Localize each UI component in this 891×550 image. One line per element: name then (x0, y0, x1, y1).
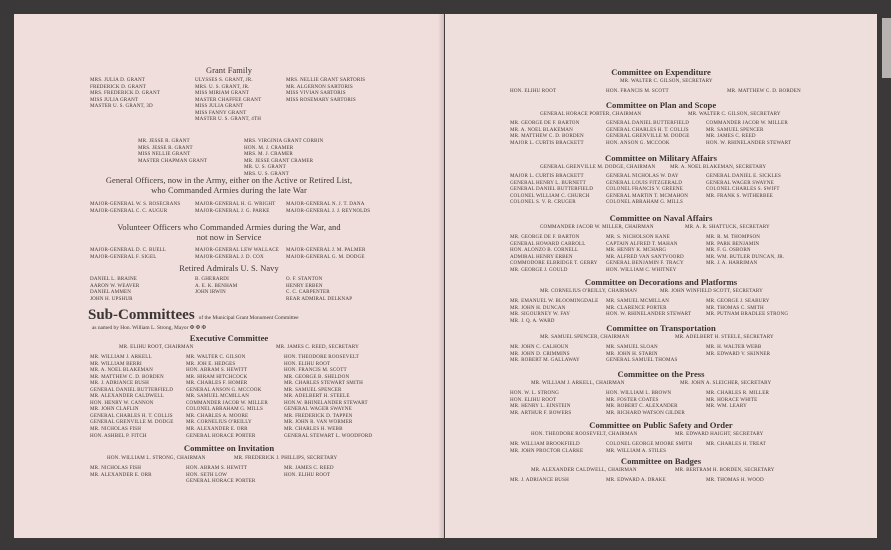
expenditure-col3 (727, 88, 801, 95)
member-name: MISS JULIA GRANT (90, 96, 139, 103)
executive-secretary: MR. JAMES C. REED, SECRETARY (276, 344, 359, 350)
member-name: GENERAL LOUIS FITZGERALD (606, 179, 683, 186)
member-name: HON. ELIHU ROOT (510, 396, 557, 403)
press-col3 (706, 390, 769, 410)
plan-chair: GENERAL HORACE PORTER, CHAIRMAN (540, 111, 642, 117)
expenditure-secretary: MR. WALTER C. GILSON, SECRETARY (620, 78, 713, 84)
member-name: GENERAL GRENVILLE M. DODGE (90, 419, 174, 426)
plan-col1 (510, 120, 584, 146)
member-name: HON. M. J. CRAMER (244, 144, 294, 151)
member-name: GENERAL STEWART L. WOODFORD (284, 432, 373, 439)
member-name: HON. ELIHU ROOT (284, 471, 331, 478)
member-name: MR. EDWARD A. DRAKE (606, 477, 666, 483)
member-name: MR. ARTHUR F. BOWERS (510, 409, 572, 416)
member-name: MR. CORNELIUS O'REILLY (186, 419, 252, 426)
member-name: MR. GEORGE J. SEABURY (706, 298, 770, 304)
member-name: MR. WILLIAM BERRI (90, 360, 142, 367)
member-name: MAJOR-GENERAL LEW WALLACE (195, 247, 280, 253)
badges-secretary: MR. BERTRAM H. BORDEN, SECRETARY (675, 467, 775, 473)
member-name: AARON W. WEAVER (90, 282, 140, 289)
decorations-section (445, 277, 877, 287)
member-name: MR. RICHARD WATSON GILDER (606, 409, 685, 416)
transportation-col2 (606, 344, 677, 364)
member-name: MAJOR-GENERAL J. M. PALMER (286, 247, 366, 253)
member-name: MR. SAMUEL MCMILLAN (606, 298, 670, 304)
decorations-col2 (606, 298, 691, 318)
member-name: FREDERICK D. GRANT (90, 83, 147, 90)
member-name: JOHN H. UPSHUR (90, 295, 133, 302)
member-name: MR. ALEXANDER CALDWELL (90, 393, 164, 400)
member-name: COLONEL CHARLES S. SWIFT (706, 186, 780, 193)
grant-family-col1 (90, 77, 160, 110)
volunteers-heading-line1: Volunteer Officers who Commanded Armies during the War, and (117, 223, 341, 232)
admirals-col2 (195, 276, 237, 296)
member-name: MR. MATTHEW C. D. BORDEN (510, 133, 584, 140)
press-secretary: MR. JOHN A. SLEICHER, SECRETARY (680, 380, 772, 386)
member-name: GENERAL DANIEL BUTTERFIELD (510, 186, 594, 193)
member-name: MR. HENRY L. EINSTEIN (510, 403, 571, 410)
member-name: MR. GEORGE J. GOULD (510, 266, 568, 273)
member-name: HON. FRANCIS M. SCOTT (606, 88, 669, 94)
plan-col3 (706, 120, 791, 146)
member-name: MRS. FREDERICK D. GRANT (90, 90, 161, 97)
executive-col2 (186, 354, 268, 439)
member-name: MISS VIVIAN SARTORIS (286, 90, 346, 97)
safety-col3 (706, 441, 766, 448)
member-name: MR. CHARLES A. MOORE (186, 412, 249, 419)
grant-family-col3 (286, 77, 365, 103)
member-name: MR. JOH E. HEDGES (186, 360, 236, 367)
member-name: COLONEL S. V. R. CRUGER (510, 199, 576, 206)
badges-heading: Committee on Badges (620, 456, 702, 466)
member-name: JOHN IRWIN (195, 289, 226, 296)
grant-family-section (14, 66, 444, 75)
member-name: C. C. CARPENTER (286, 289, 330, 296)
member-name: MR. FRANK S. WITHERBEE (706, 192, 774, 199)
member-name: DANIEL L. BRAINE (90, 276, 138, 282)
member-name: MRS. JESSE R. GRANT (138, 144, 193, 151)
member-name: MR. ROBERT M. GALLAWAY (510, 357, 580, 364)
expenditure-heading: Committee on Expenditure (611, 67, 711, 77)
member-name: GENERAL BENJAMIN F. TRACY (606, 260, 684, 267)
naval-section (445, 213, 877, 223)
member-name: O. F. STANTON (286, 276, 323, 282)
member-name: COLONEL WILLIAM C. CHURCH (510, 192, 590, 199)
member-name: COLONEL GEORGE MOORE SMITH (606, 441, 693, 447)
press-col2 (606, 390, 685, 416)
member-name: MR. U. S. GRANT (244, 164, 286, 171)
safety-col1 (510, 441, 583, 454)
admirals-heading: Retired Admirals U. S. Navy (179, 264, 279, 273)
plan-section (445, 100, 877, 110)
member-name: MRS. JULIA D. GRANT (90, 77, 146, 83)
member-name: MR. THOMAS H. WOOD (706, 477, 764, 483)
member-name: MRS. VIRGINIA GRANT CORBIN (244, 138, 324, 144)
invitation-section (14, 443, 444, 453)
executive-section (14, 333, 444, 343)
member-name: GENERAL DANIEL BUTTERFIELD (606, 120, 690, 126)
member-name: MR. A. NOEL BLAKEMAN (90, 367, 153, 374)
member-name: MR. WALTER C. GILSON (186, 354, 246, 360)
member-name: MAJOR-GENERAL J. J. REYNOLDS (286, 207, 371, 214)
generals-col1 (90, 201, 180, 214)
decorations-col3 (706, 298, 788, 318)
member-name: MISS ROSEMARY SARTORIS (286, 96, 356, 103)
member-name: MASTER U. S. GRANT, 4TH (195, 116, 262, 123)
member-name: HON. HENRY W. CANNON (90, 399, 154, 406)
member-name: HON. ASHBEL P. FITCH (90, 432, 147, 439)
member-name: MR. FOSTER COATES (606, 396, 659, 403)
member-name: MASTER U. S. GRANT, 3D (90, 103, 153, 110)
plan-heading: Committee on Plan and Scope (605, 100, 717, 110)
military-section (445, 153, 877, 163)
generals-col2 (195, 201, 275, 214)
admirals-col3 (286, 276, 352, 302)
safety-secretary: MR. EDWARD HAIGHT, SECRETARY (675, 431, 764, 437)
volunteers-heading-line2: not now in Service (196, 233, 262, 242)
safety-col2 (606, 441, 692, 454)
naval-col2 (606, 234, 684, 273)
member-name: MR. JAMES C. REED (706, 133, 756, 140)
member-name: MR. JOHN R. VAN WORMER (284, 419, 353, 426)
member-name: MR. MATTHEW C. D. BORDEN (727, 88, 801, 94)
grant-family-col4 (138, 138, 207, 164)
member-name: MR. SAMUEL MCMILLAN (186, 393, 250, 400)
member-name: MR. JOHN C. CALHOUN (510, 344, 569, 350)
member-name: MR. WM. BUTLER DUNCAN, JR. (706, 253, 785, 260)
member-name: MR. HENRY K. MCHARG (606, 247, 667, 254)
member-name: ADMIRAL HENRY ERBEN (510, 253, 573, 260)
member-name: MISS JULIA GRANT (195, 103, 244, 110)
invitation-col2 (186, 465, 255, 485)
member-name: GENERAL SAMUEL THOMAS (606, 357, 678, 364)
member-name: GENERAL CHARLES H. T. COLLIS (606, 126, 689, 133)
invitation-col1 (90, 465, 152, 478)
member-name: GENERAL WAGER SWAYNE (706, 179, 774, 186)
member-name: MISS MIRIAM GRANT (195, 90, 250, 97)
member-name: MR. J. Q. A. WARD (510, 317, 555, 324)
member-name: MAJOR-GENERAL J. G. PARKE (195, 207, 270, 214)
member-name: GENERAL HOWARD CARROLL (510, 240, 586, 247)
member-name: DANIEL AMMEN (90, 289, 132, 296)
member-name: HON. ELIHU ROOT (284, 360, 331, 367)
naval-col3 (706, 234, 784, 267)
member-name: MR. GEORGE B. SHELDON (284, 373, 350, 380)
subcommittees-mayor-text: as named by Hon. William L. Strong, Mayor (92, 325, 189, 331)
member-name: COMMANDER JACOB W. MILLER (186, 399, 268, 406)
member-name: MR. F. G. OSBORN (706, 247, 751, 254)
member-name: MISS NELLIE GRANT (138, 151, 191, 158)
member-name: GENERAL ANSON G. MCCOOK (186, 386, 262, 393)
decorations-col1 (510, 298, 598, 324)
member-name: HON. THEODORE ROOSEVELT (284, 354, 359, 360)
member-name: MR. J. A. HARRIMAN (706, 260, 758, 267)
volunteers-col3 (286, 247, 366, 260)
member-name: MR. JESSE R. GRANT (138, 138, 190, 144)
member-name: MR. HIRAM HITCHCOCK (186, 373, 248, 380)
member-name: HON. ALONZO B. CORNELL (510, 247, 579, 254)
decorations-chair: MR. CORNELIUS O'REILLY, CHAIRMAN (540, 288, 637, 294)
member-name: HON. WILLIAM L. BROWN (606, 390, 672, 396)
subcommittees-mayor-line (88, 325, 299, 331)
right-page (445, 14, 877, 538)
decorations-heading: Committee on Decorations and Platforms (584, 277, 738, 287)
member-name: REAR ADMIRAL DELKNAP (286, 295, 353, 302)
military-chair: GENERAL GRENVILLE M. DODGE, CHAIRMAN (540, 164, 656, 170)
member-name: MR. SIGOURNEY W. FAY (510, 311, 571, 318)
member-name: HON. W. RHINELANDER STEWART (606, 311, 692, 318)
member-name: MR. NICHOLAS FISH (90, 426, 142, 433)
transportation-col1 (510, 344, 580, 364)
member-name: MR. H. WALTER WEBB (706, 344, 762, 350)
member-name: MR. EMANUEL W. BLOOMINGDALE (510, 298, 599, 304)
admirals-section (14, 264, 444, 273)
member-name: MR. GEORGE DE F. BARTON (510, 120, 580, 126)
military-col1 (510, 173, 593, 206)
member-name: MAJOR-GENERAL G. M. DODGE (286, 253, 365, 260)
member-name: GENERAL CHARLES H. T. COLLIS (90, 412, 173, 419)
member-name: GENERAL NICHOLAS W. DAY (606, 173, 679, 179)
member-name: MAJOR-GENERAL H. G. WRIGHT (195, 201, 276, 207)
member-name: HON. ABRAM S. HEWITT (186, 465, 248, 471)
safety-section (445, 420, 877, 430)
member-name: MR. JESSE GRANT CRAMER (244, 157, 314, 164)
transportation-chair: MR. SAMUEL SPENCER, CHAIRMAN (540, 334, 630, 340)
generals-heading-line2: who Commanded Armies during the late War (151, 186, 307, 195)
badges-chair: MR. ALEXANDER CALDWELL, CHAIRMAN (531, 467, 637, 473)
member-name: MR. CLARENCE PORTER (606, 304, 667, 311)
subcommittees-title: Sub-Committees (88, 307, 195, 323)
member-name: MAJOR-GENERAL N. J. T. DANA (286, 201, 365, 207)
member-name: COLONEL ABRAHAM G. MILLS (186, 406, 263, 413)
member-name: COMMANDER JACOB W. MILLER (706, 120, 788, 126)
invitation-col3 (284, 465, 334, 478)
press-chair: MR. WILLIAM J. ARKELL, CHAIRMAN (531, 380, 625, 386)
member-name: COMMODORE ELBRIDGE T. GERRY (510, 260, 598, 267)
expenditure-col2 (606, 88, 669, 95)
member-name: MRS. M. J. CRAMER (244, 151, 293, 158)
member-name: HON. SETH LOW (186, 471, 228, 478)
member-name: MR. CHARLES H. WEBB (284, 426, 343, 433)
member-name: MR. WM. LEARY (706, 403, 747, 410)
member-name: GENERAL HENRY L. BURNETT (510, 179, 586, 186)
subcommittees-heading (88, 306, 299, 331)
member-name: GENERAL DANIEL E. SICKLES (706, 173, 781, 179)
member-name: MAJOR L. CURTIS BRACKETT (510, 139, 584, 146)
member-name: MR. ALGERNON SARTORIS (286, 83, 353, 90)
member-name: MR. CHARLES F. HOMER (186, 380, 248, 387)
member-name: MR. JOHN PROCTOR CLARKE (510, 447, 584, 454)
press-heading: Committee on the Press (617, 369, 705, 379)
expenditure-col1 (510, 88, 556, 95)
member-name: MAJOR-GENERAL J. D. COX (195, 253, 264, 260)
military-secretary: MR. A. NOEL BLAKEMAN, SECRETARY (670, 164, 767, 170)
admirals-col1 (90, 276, 139, 302)
military-col2 (606, 173, 688, 206)
member-name: COLONEL FRANCIS V. GREENE (606, 186, 683, 193)
member-name: GENERAL WAGER SWAYNE (284, 406, 352, 413)
invitation-heading: Committee on Invitation (183, 443, 275, 453)
member-name: MR. GEORGE DE F. BARTON (510, 234, 580, 240)
badges-col3 (706, 477, 764, 484)
member-name: MR. PARK BENJAMIN (706, 240, 760, 247)
member-name: MAJOR-GENERAL W. S. ROSECRANS (90, 201, 181, 207)
badges-section (445, 456, 877, 466)
transportation-section (445, 323, 877, 333)
member-name: B. GHERARDI (195, 276, 229, 282)
member-name: MR. CHARLES STEWART SMITH (284, 380, 363, 387)
member-name: GENERAL MARTIN T. MCMAHON (606, 192, 689, 199)
badges-col2 (606, 477, 666, 484)
subcommittees-tail: of the Municipal Grant Monument Committee (198, 315, 299, 321)
member-name: MR. R. M. THOMPSON (706, 234, 761, 240)
member-name: MR. SAMUEL SPENCER (706, 126, 764, 133)
member-name: MR. ALFRED VAN SANTVOORD (606, 253, 684, 260)
member-name: MRS. NELLIE GRANT SARTORIS (286, 77, 366, 83)
grant-family-col2 (195, 77, 261, 123)
page-edge-tab (882, 18, 891, 78)
member-name: MR. NICHOLAS FISH (90, 465, 142, 471)
member-name: MASTER CHAFFEE GRANT (195, 96, 262, 103)
member-name: MR. JAMES C. REED (284, 465, 334, 471)
plan-secretary: MR. WALTER C. GILSON, SECRETARY (688, 111, 781, 117)
member-name: MAJOR-GENERAL F. SIGEL (90, 253, 157, 260)
decorations-secretary: MR. JOHN WINFIELD SCOTT, SECRETARY (660, 288, 763, 294)
plan-col2 (606, 120, 690, 146)
executive-col1 (90, 354, 174, 439)
member-name: GENERAL GRENVILLE M. DODGE (606, 133, 690, 140)
member-name: MR. ADELBERT H. STEELE (284, 393, 350, 400)
member-name: MR. CHARLES H. TREAT (706, 441, 766, 447)
member-name: MR. SAMUEL SPENCER (284, 386, 342, 393)
member-name: MR. WILLIAM J. ARKELL (90, 354, 152, 360)
member-name: MR. EDWARD V. SKINNER (706, 350, 771, 357)
member-name: MR. FREDERICK D. TAPPEN (284, 412, 353, 419)
grant-family-col5 (244, 138, 323, 177)
member-name: MR. MATTHEW C. D. BORDEN (90, 373, 164, 380)
member-name: GENERAL DANIEL BUTTERFIELD (90, 386, 174, 393)
member-name: MR. THOMAS C. SMITH (706, 304, 764, 311)
expenditure-section (445, 67, 877, 77)
member-name: HON. WILLIAM C. WHITNEY (606, 266, 677, 273)
member-name: MR. JOHN H. STARIN (606, 350, 658, 357)
member-name: HON. ABRAM S. HEWITT (186, 367, 248, 374)
member-name: MASTER CHAPMAN GRANT (138, 157, 208, 164)
generals-col3 (286, 201, 370, 214)
invitation-secretary: MR. FREDERICK J. PHILLIPS, SECRETARY (234, 455, 338, 461)
transportation-heading: Committee on Transportation (606, 323, 716, 333)
member-name: MAJOR L. CURTIS BRACKETT (510, 173, 584, 179)
member-name: MR. JOHN D. CRIMMINS (510, 350, 570, 357)
generals-section (14, 176, 444, 195)
naval-col1 (510, 234, 598, 273)
safety-heading: Committee on Public Safety and Order (589, 420, 733, 430)
press-col1 (510, 390, 571, 416)
member-name: HON. W. RHINELANDER STEWART (706, 139, 792, 146)
badges-col1 (510, 477, 569, 484)
left-page (14, 14, 444, 538)
member-name: ULYSSES S. GRANT, JR. (195, 77, 253, 83)
safety-chair: HON. THEODORE ROOSEVELT, CHAIRMAN (531, 431, 638, 437)
member-name: MR. S. NICHOLSON KANE (606, 234, 670, 240)
member-name: MR. ALEXANDER E. ORR (186, 426, 248, 433)
member-name: HON. FRANCIS M. SCOTT (284, 367, 347, 374)
naval-secretary: MR. A. R. SHATTUCK, SECRETARY (685, 224, 770, 230)
military-heading: Committee on Military Affairs (605, 153, 717, 163)
executive-col3 (284, 354, 372, 439)
member-name: HON. ANSON G. MCCOOK (606, 139, 670, 146)
member-name: MR. JOHN H. DUNCAN (510, 304, 566, 311)
volunteers-col2 (195, 247, 279, 260)
executive-chair: MR. ELIHU ROOT, CHAIRMAN (119, 344, 194, 350)
volunteers-col1 (90, 247, 166, 260)
military-col3 (706, 173, 781, 199)
transportation-col3 (706, 344, 770, 357)
member-name: CAPTAIN ALFRED T. MAHAN (606, 240, 678, 247)
member-name: MR. HORACE WHITE (706, 396, 758, 403)
member-name: HON. ELIHU ROOT (510, 88, 557, 94)
ornament-icon: ✠ ✠ ✠ (189, 325, 207, 331)
member-name: MR. ALEXANDER E. ORR (90, 471, 152, 478)
member-name: GENERAL HORACE PORTER (186, 478, 256, 485)
generals-heading-line1: General Officers, now in the Army, either on the Active or Retired List, (105, 176, 353, 185)
member-name: A. E. K. BENHAM (195, 282, 238, 289)
member-name: MR. CHARLES R. MILLER (706, 390, 770, 396)
member-name: COLONEL ABRAHAM G. MILLS (606, 199, 683, 206)
member-name: MAJOR-GENERAL C. C. AUGUR (90, 207, 168, 214)
invitation-chair: HON. WILLIAM L. STRONG, CHAIRMAN (107, 455, 206, 461)
member-name: MR. ROBERT C. ALEXANDER (606, 403, 678, 410)
volunteers-section (14, 223, 444, 242)
naval-chair: COMMANDER JACOB W. MILLER, CHAIRMAN (540, 224, 654, 230)
member-name: HON.W. RHINELANDER STEWART (284, 399, 368, 406)
transportation-secretary: MR. ADELBERT H. STEELE, SECRETARY (675, 334, 774, 340)
member-name: MR. A. NOEL BLAKEMAN (510, 126, 573, 133)
grant-family-heading: Grant Family (205, 66, 253, 75)
member-name: HENRY ERBEN (286, 282, 323, 289)
member-name: MR. SAMUEL SLOAN (606, 344, 658, 350)
member-name: MR. J. ADRIANCE BUSH (510, 477, 569, 483)
member-name: HON. W. L. STRONG (510, 390, 559, 396)
member-name: GENERAL HORACE PORTER (186, 432, 256, 439)
member-name: MAJOR-GENERAL D. C. BUELL (90, 247, 167, 253)
member-name: MR. WILLIAM A. STILES (606, 447, 667, 454)
member-name: MR. PUTNAM BRADLEE STRONG (706, 311, 789, 318)
executive-heading: Executive Committee (189, 333, 269, 343)
member-name: MR. WILLIAM BROOKFIELD (510, 441, 580, 447)
press-section (445, 369, 877, 379)
member-name: MISS FANNY GRANT (195, 109, 247, 116)
member-name: MRS. U. S. GRANT (244, 170, 289, 177)
member-name: MR. J. ADRIANCE BUSH (90, 380, 149, 387)
naval-heading: Committee on Naval Affairs (609, 213, 713, 223)
member-name: MRS. U. S. GRANT, JR. (195, 83, 250, 90)
member-name: MR. JOHN CLAFLIN (90, 406, 139, 413)
